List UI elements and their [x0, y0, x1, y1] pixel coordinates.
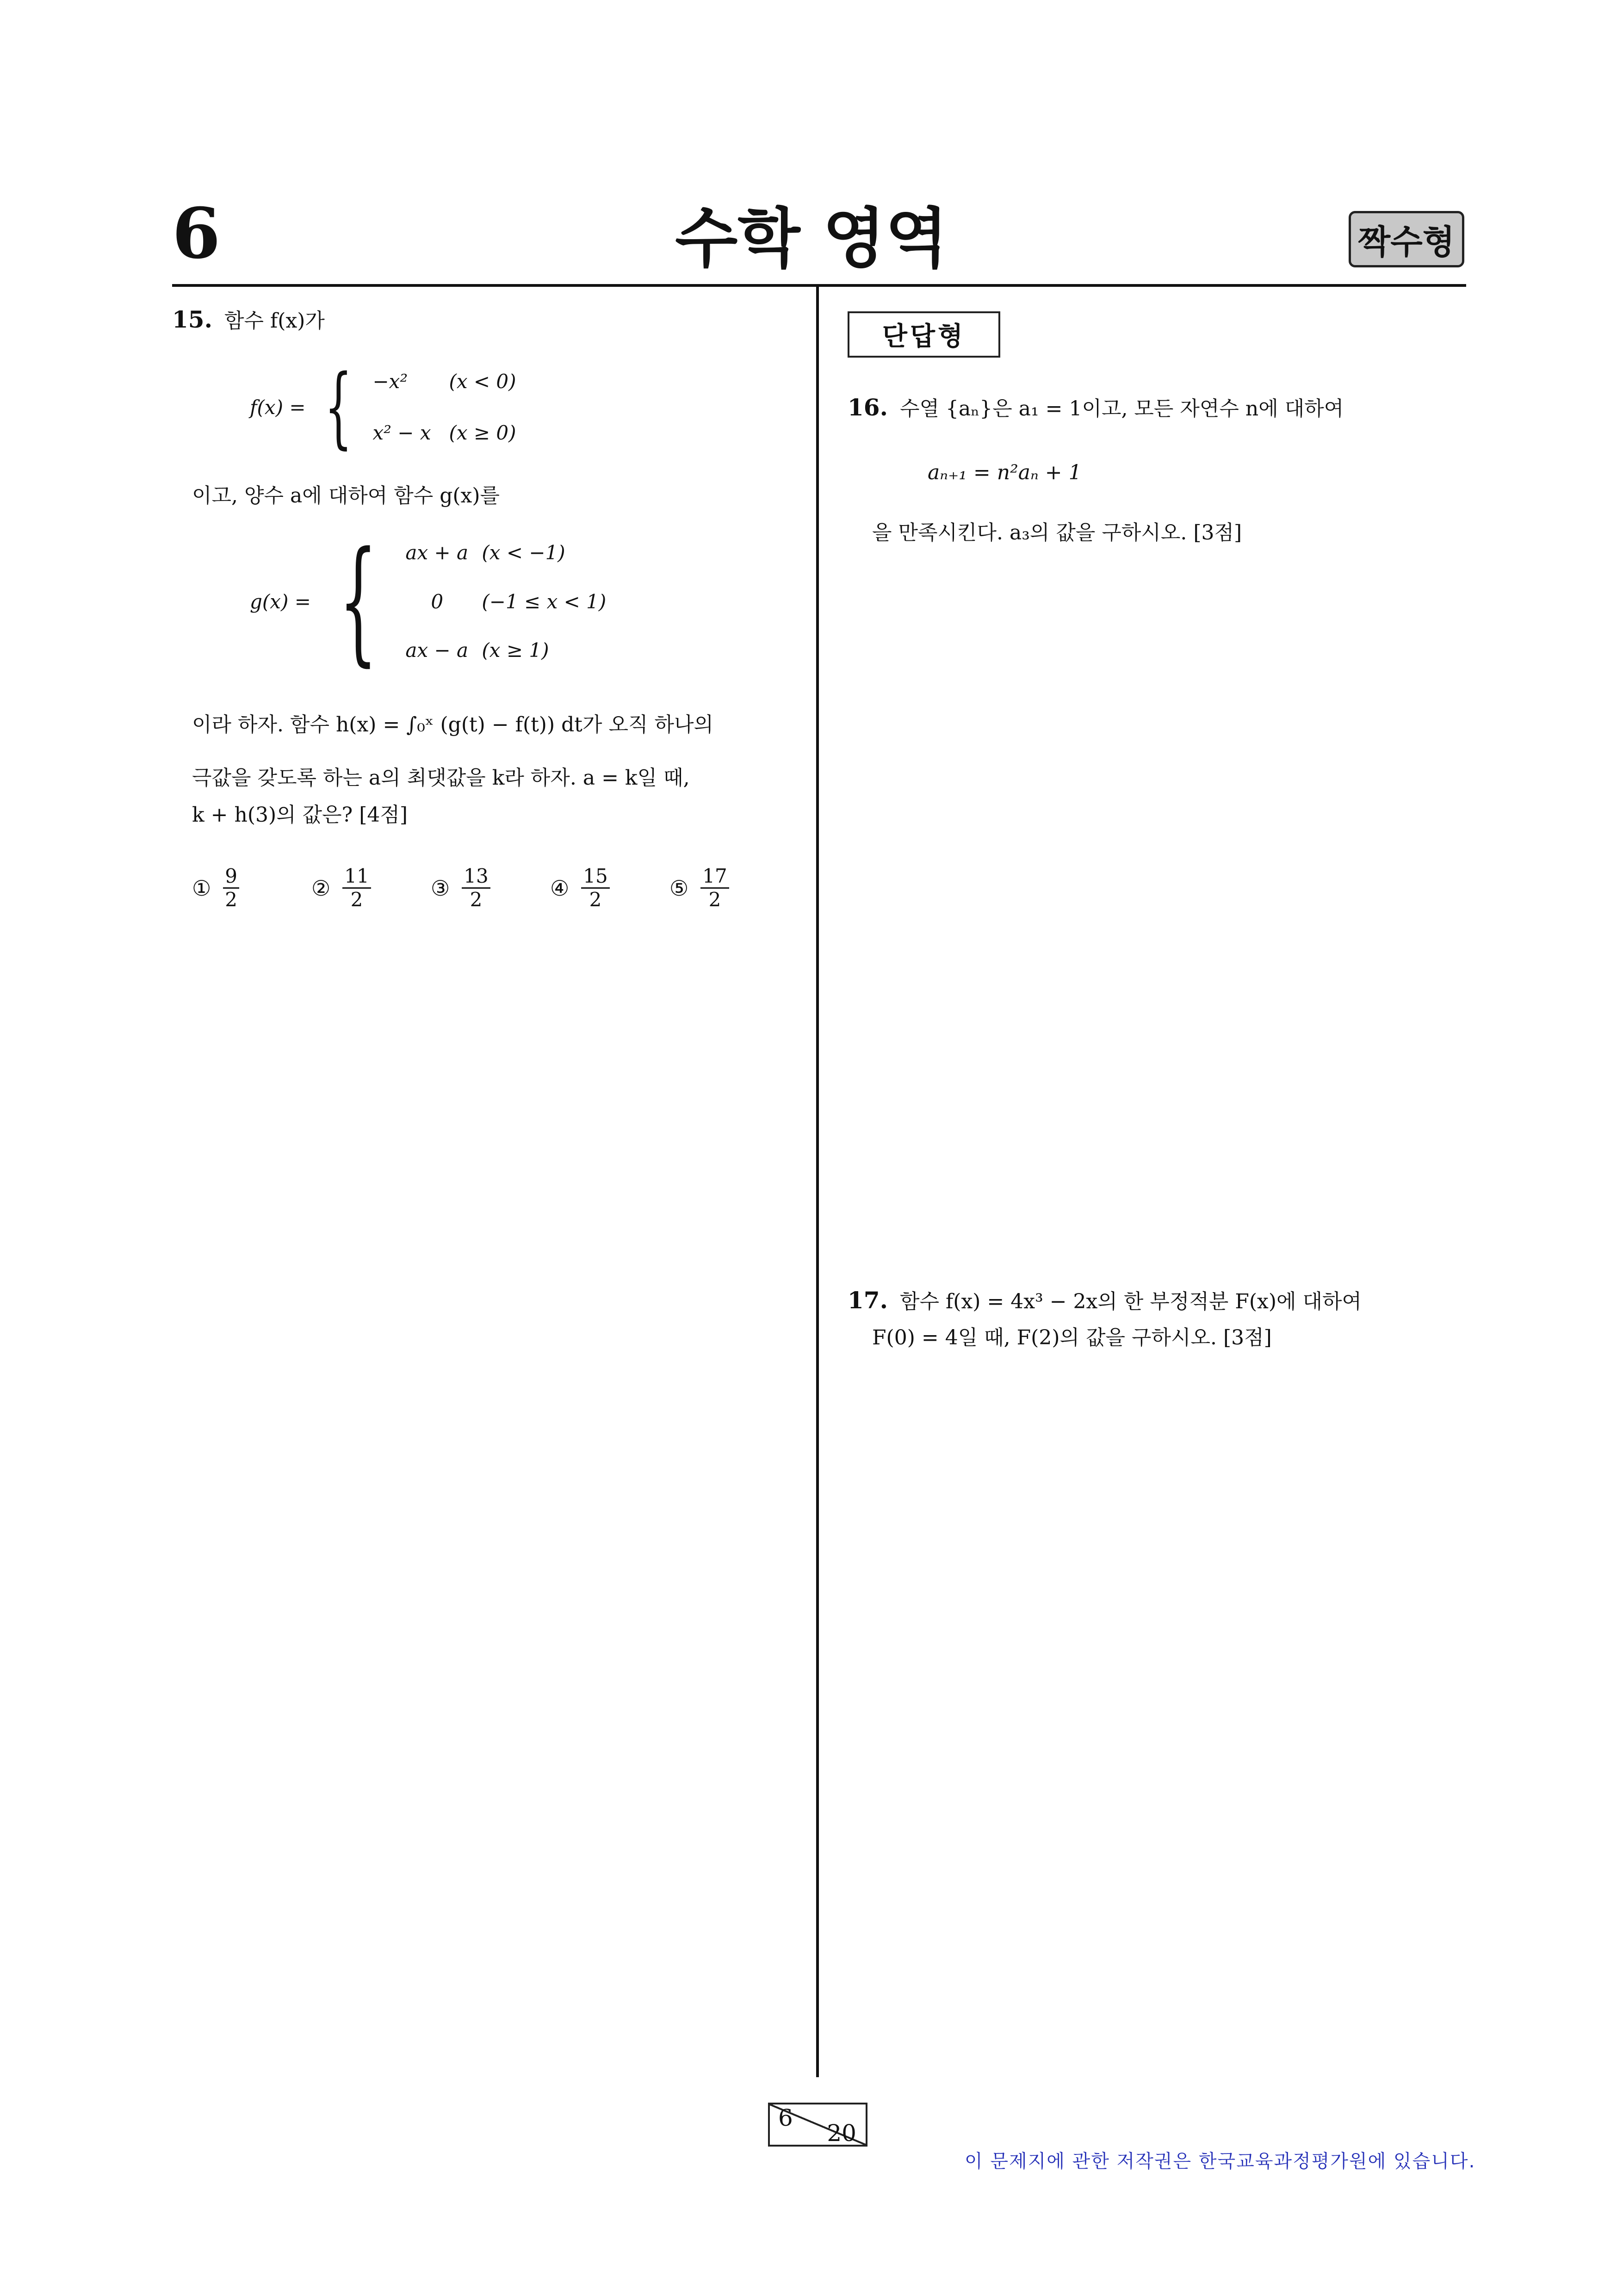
page-counter	[768, 2103, 867, 2147]
choice-1-denominator: 2	[225, 888, 237, 911]
f-lhs: f(x) =	[250, 396, 306, 419]
question-15-mid-text: 이고, 양수 a에 대하여 함수 g(x)를	[192, 484, 500, 507]
g-case1-expr: ax + a	[405, 541, 469, 564]
f-case1-cond: (x < 0)	[449, 370, 516, 393]
choice-2-numerator: 11	[342, 865, 371, 889]
page-counter-total: 20	[827, 2120, 856, 2147]
question-15-choices	[192, 865, 793, 911]
question-15-intro-text: 함수 f(x)가	[224, 309, 325, 333]
choice-2-denominator: 2	[350, 888, 363, 911]
f-cases	[372, 370, 516, 444]
choice-4-fraction	[581, 865, 609, 911]
question-16-formula: aₙ₊₁ = n²aₙ + 1	[928, 461, 1082, 484]
question-16-number: 16.	[848, 394, 888, 421]
g-cases	[405, 541, 606, 662]
g-case3-expr: ax − a	[405, 639, 469, 662]
question-15-line2: 극값을 갖도록 하는 a의 최댓값을 k라 하자. a = k일 때,	[192, 766, 690, 790]
choice-5[interactable]	[669, 865, 789, 911]
choice-2-mark: ②	[311, 875, 331, 901]
g-case2-cond: (−1 ≤ x < 1)	[482, 590, 607, 613]
choice-1-numerator: 9	[223, 865, 239, 889]
function-g-definition	[250, 523, 607, 679]
function-f-definition	[250, 356, 516, 458]
choice-5-fraction	[700, 865, 729, 911]
question-16-line1-text: 수열 {aₙ}은 a₁ = 1이고, 모든 자연수 n에 대하여	[900, 397, 1344, 421]
choice-4-denominator: 2	[589, 888, 602, 911]
choice-5-denominator: 2	[708, 888, 721, 911]
copyright-notice: 이 문제지에 관한 저작권은 한국교육과정평가원에 있습니다.	[965, 2151, 1476, 2172]
exam-type-badge: 짝수형	[1349, 211, 1464, 267]
f-case2-cond: (x ≥ 0)	[449, 421, 516, 444]
f-case1-expr: −x²	[372, 370, 408, 393]
choice-1-mark: ①	[192, 875, 211, 901]
question-17-line1-text: 함수 f(x) = 4x³ − 2x의 한 부정적분 F(x)에 대하여	[900, 1290, 1362, 1313]
question-17-line2: F(0) = 4일 때, F(2)의 값을 구하시오. [3점]	[872, 1326, 1272, 1349]
question-15-number: 15.	[172, 306, 212, 333]
question-15-line1: 이라 하자. 함수 h(x) = ∫₀ˣ (g(t) − f(t)) dt가 오직 하나의	[192, 713, 713, 736]
choice-3-fraction	[462, 865, 490, 911]
header-rule	[172, 284, 1466, 287]
f-case2-expr: x² − x	[372, 421, 431, 444]
column-divider	[816, 287, 819, 2077]
g-lhs: g(x) =	[250, 590, 311, 613]
question-17-number: 17.	[848, 1287, 888, 1314]
g-brace: {	[339, 523, 378, 679]
page-number: 6	[172, 193, 221, 274]
choice-4-mark: ④	[550, 875, 570, 901]
choice-5-numerator: 17	[700, 865, 729, 889]
question-16-line1	[848, 391, 1468, 425]
choice-1-fraction	[223, 865, 239, 911]
question-15-intro	[172, 303, 792, 337]
page-title: 수학 영역	[675, 201, 948, 277]
choice-5-mark: ⑤	[669, 875, 689, 901]
g-case3-cond: (x ≥ 1)	[482, 639, 549, 662]
question-15-line3: k + h(3)의 값은? [4점]	[192, 803, 408, 827]
f-brace: {	[324, 356, 353, 458]
question-17-line1	[848, 1284, 1468, 1318]
choice-2[interactable]	[311, 865, 431, 911]
choice-3-mark: ③	[431, 875, 450, 901]
g-case2-expr: 0	[431, 590, 444, 613]
choice-4[interactable]	[550, 865, 669, 911]
choice-1[interactable]	[192, 865, 311, 911]
choice-3-denominator: 2	[470, 888, 483, 911]
choice-4-numerator: 15	[581, 865, 609, 889]
g-case1-cond: (x < −1)	[482, 541, 565, 564]
question-16-line2: 을 만족시킨다. a₃의 값을 구하시오. [3점]	[872, 521, 1242, 545]
page-counter-current: 6	[778, 2104, 793, 2131]
short-answer-section-label: 단답형	[848, 311, 1000, 358]
choice-3[interactable]	[431, 865, 550, 911]
choice-3-numerator: 13	[462, 865, 490, 889]
choice-2-fraction	[342, 865, 371, 911]
